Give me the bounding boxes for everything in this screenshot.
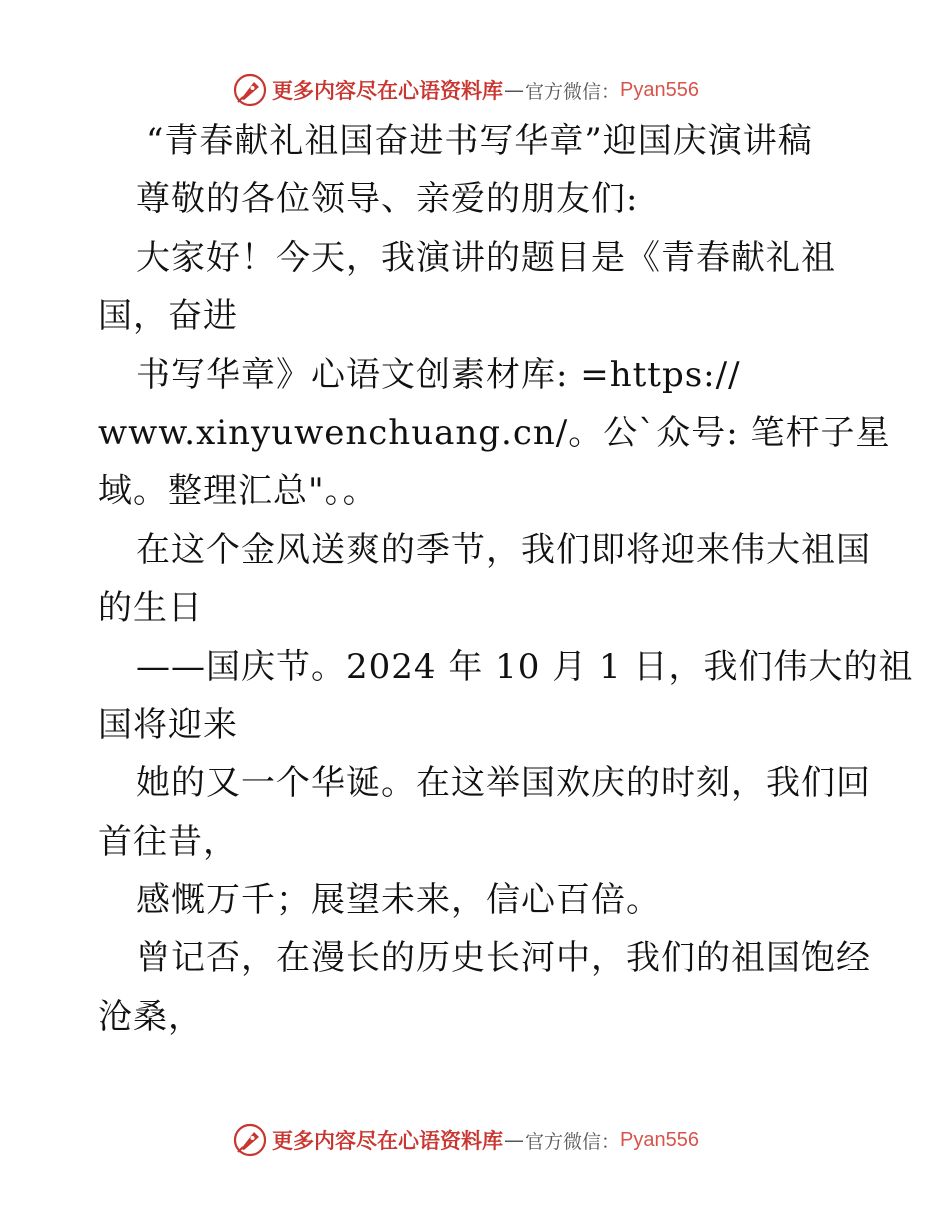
paragraph-line: 在这个金风送爽的季节，我们即将迎来伟大祖国 xyxy=(136,529,871,570)
paragraph-line: 曾记否，在漫长的历史长河中，我们的祖国饱经 xyxy=(136,938,871,979)
paragraph-line: 她的又一个华诞。在这举国欢庆的时刻，我们回 xyxy=(136,763,871,804)
watermark-main-text: 更多内容尽在心语资料库 xyxy=(272,1128,503,1153)
paragraph-line: 国将迎来 xyxy=(98,704,238,745)
watermark-main-text: 更多内容尽在心语资料库 xyxy=(272,78,503,103)
paragraph-line: 国，奋进 xyxy=(98,296,238,337)
watermark-wechat-id: Pyan556 xyxy=(620,1128,699,1151)
watermark-wechat-id: Pyan556 xyxy=(620,78,699,101)
paragraph-line: 尊敬的各位领导、亲爱的朋友们: xyxy=(136,179,639,220)
paragraph-line: 大家好！今天，我演讲的题目是《青春献礼祖 xyxy=(136,237,836,278)
document-title: “青春献礼祖国奋进书写华章”迎国庆演讲稿 xyxy=(146,121,813,161)
paragraph-line: ——国庆节。2024 年 10 月 1 日，我们伟大的祖 xyxy=(136,646,914,687)
paragraph-line: 感慨万千；展望未来，信心百倍。 xyxy=(136,880,661,921)
watermark-wechat-label: 官方微信： xyxy=(525,80,621,103)
watermark-dash: — xyxy=(504,78,524,102)
header-watermark xyxy=(232,70,699,110)
pen-nib-logo-icon xyxy=(232,1122,268,1158)
watermark-dash: — xyxy=(504,1128,524,1152)
pen-nib-logo-icon xyxy=(232,72,268,108)
paragraph-line: 书写华章》心语文创素材库: =https:// xyxy=(136,354,741,395)
watermark-wechat-label: 官方微信： xyxy=(525,1130,621,1153)
paragraph-line: 域。整理汇总"。。 xyxy=(98,471,378,512)
paragraph-line: www.xinyuwenchuang.cn/。公`众号: 笔杆子星 xyxy=(98,412,891,453)
paragraph-line: 的生日 xyxy=(98,588,203,629)
paragraph-line: 首往昔， xyxy=(98,821,238,862)
document-body xyxy=(98,112,914,1046)
paragraph-line: 沧桑， xyxy=(98,996,203,1037)
footer-watermark xyxy=(232,1120,699,1160)
